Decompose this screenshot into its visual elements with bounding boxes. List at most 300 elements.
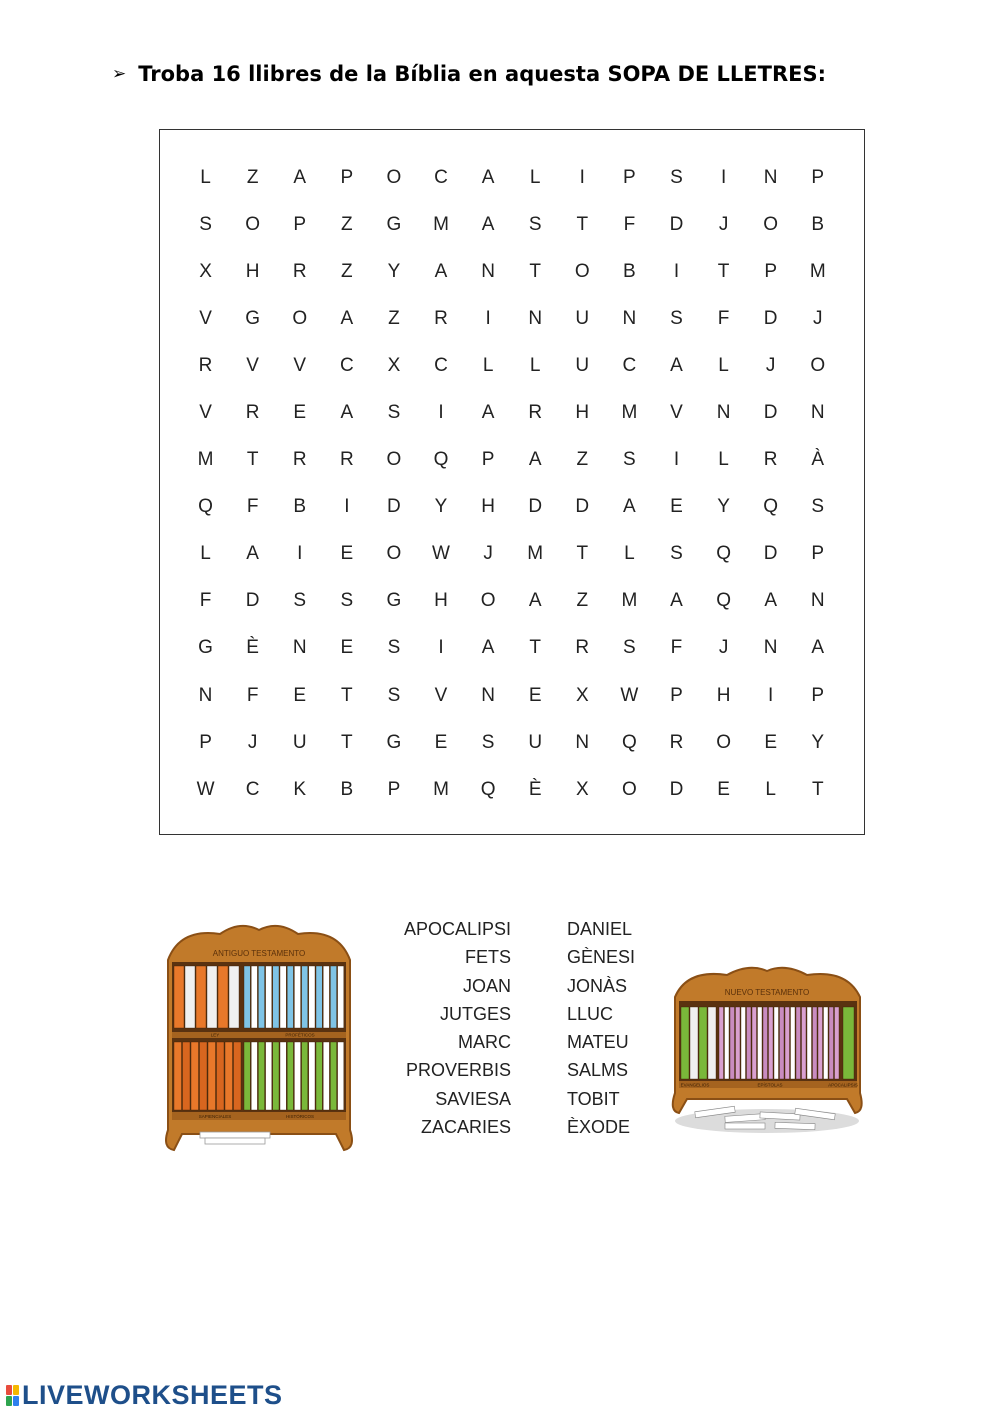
- word-list-item: ÈXODE: [567, 1117, 631, 1138]
- new-testament-bookcase-illustration: [665, 963, 870, 1141]
- grid-letter-cell[interactable]: U: [292, 731, 307, 753]
- grid-letter-cell[interactable]: I: [673, 260, 680, 282]
- grid-letter-cell[interactable]: A: [481, 213, 495, 235]
- grid-letter-cell[interactable]: L: [200, 166, 211, 188]
- grid-letter-cell[interactable]: R: [528, 402, 543, 424]
- grid-letter-cell[interactable]: S: [199, 213, 212, 235]
- grid-letter-cell[interactable]: M: [809, 260, 826, 282]
- grid-letter-cell[interactable]: D: [763, 307, 778, 329]
- grid-letter-cell[interactable]: Z: [246, 166, 259, 188]
- word-list-item: SALMS: [567, 1060, 629, 1081]
- grid-letter-cell[interactable]: N: [810, 402, 825, 424]
- grid-letter-cell[interactable]: N: [481, 260, 495, 282]
- word-list-left: [404, 915, 511, 1141]
- grid-letter-cell[interactable]: J: [765, 354, 776, 376]
- grid-letter-cell[interactable]: V: [434, 684, 448, 706]
- grid-letter-cell[interactable]: F: [246, 496, 259, 518]
- grid-letter-cell[interactable]: O: [386, 449, 402, 471]
- book-spine: [791, 1007, 796, 1079]
- word-list-item: LLUC: [567, 1003, 614, 1024]
- grid-letter-cell[interactable]: N: [292, 637, 307, 659]
- grid-letter-cell[interactable]: W: [196, 778, 215, 800]
- grid-letter-cell[interactable]: C: [434, 166, 448, 188]
- word-search-grid[interactable]: [182, 154, 841, 813]
- grid-letter-cell[interactable]: S: [528, 213, 542, 235]
- grid-letter-cell[interactable]: Y: [387, 260, 401, 282]
- word-list-item: JUTGES: [439, 1003, 511, 1024]
- grid-letter-cell[interactable]: C: [434, 354, 448, 376]
- grid-letter-cell[interactable]: J: [718, 637, 729, 659]
- grid-letter-cell[interactable]: O: [574, 260, 590, 282]
- grid-letter-cell[interactable]: O: [622, 778, 637, 800]
- grid-letter-cell[interactable]: A: [340, 307, 354, 329]
- grid-letter-cell[interactable]: D: [528, 496, 543, 518]
- grid-letter-cell[interactable]: B: [293, 496, 307, 518]
- grid-letter-cell[interactable]: S: [340, 590, 354, 612]
- grid-letter-cell[interactable]: N: [622, 307, 637, 329]
- grid-letter-cell[interactable]: E: [434, 731, 448, 753]
- grid-letter-cell[interactable]: M: [433, 213, 449, 235]
- book-spine: [244, 966, 250, 1028]
- section-label: EVANGELIOS: [680, 1082, 710, 1088]
- grid-letter-cell[interactable]: U: [528, 731, 543, 753]
- book-spine: [287, 1042, 293, 1110]
- grid-letter-cell[interactable]: T: [341, 731, 353, 753]
- grid-letter-cell[interactable]: D: [669, 213, 684, 235]
- book-spine: [280, 966, 286, 1028]
- grid-letter-cell[interactable]: Q: [433, 449, 449, 471]
- book-spine: [843, 1007, 854, 1079]
- grid-letter-cell[interactable]: P: [811, 166, 825, 188]
- grid-letter-cell[interactable]: W: [432, 543, 450, 565]
- grid-letter-cell[interactable]: I: [438, 637, 444, 659]
- word-list-item: APOCALIPSI: [403, 919, 511, 939]
- grid-letter-cell[interactable]: B: [340, 778, 354, 800]
- grid-letter-cell[interactable]: V: [293, 354, 307, 376]
- book-spine: [207, 966, 217, 1028]
- grid-letter-cell[interactable]: A: [528, 449, 542, 471]
- book-spine: [251, 1042, 257, 1110]
- grid-letter-cell[interactable]: L: [200, 543, 211, 565]
- book-spine: [217, 1042, 225, 1110]
- book-spine: [273, 1042, 279, 1110]
- grid-letter-cell[interactable]: Z: [576, 449, 589, 471]
- grid-letter-cell[interactable]: W: [620, 684, 639, 706]
- book-spine: [802, 1007, 807, 1079]
- grid-letter-cell[interactable]: I: [485, 307, 491, 329]
- grid-letter-cell[interactable]: M: [621, 590, 638, 612]
- book-spine: [785, 1007, 790, 1079]
- grid-letter-cell[interactable]: P: [811, 684, 825, 706]
- grid-letter-cell[interactable]: X: [575, 778, 589, 800]
- book-spine: [234, 1042, 242, 1110]
- grid-letter-cell[interactable]: Q: [622, 731, 637, 753]
- section-label: HISTÓRICOS: [285, 1114, 315, 1119]
- liveworksheets-logo: [6, 1380, 283, 1411]
- grid-letter-cell[interactable]: K: [293, 778, 307, 800]
- book-spine: [302, 1042, 308, 1110]
- grid-letter-cell[interactable]: F: [670, 637, 683, 659]
- grid-letter-cell[interactable]: M: [527, 543, 544, 565]
- book-spine: [763, 1007, 768, 1079]
- grid-letter-cell[interactable]: F: [199, 590, 212, 612]
- grid-letter-cell[interactable]: N: [481, 684, 495, 706]
- word-list-item: TOBIT: [567, 1088, 620, 1109]
- grid-letter-cell[interactable]: A: [670, 354, 683, 376]
- word-list-item: JOAN: [462, 975, 511, 996]
- grid-letter-cell[interactable]: H: [245, 260, 260, 282]
- grid-letter-cell[interactable]: P: [340, 166, 354, 188]
- grid-letter-cell[interactable]: P: [199, 731, 212, 753]
- word-list-item: ZACARIES: [420, 1117, 511, 1138]
- grid-letter-cell[interactable]: L: [529, 166, 541, 188]
- grid-letter-cell[interactable]: D: [387, 496, 401, 518]
- grid-letter-cell[interactable]: I: [579, 166, 585, 188]
- book-spine: [294, 966, 300, 1028]
- book-spine: [780, 1007, 785, 1079]
- book-spine: [229, 966, 239, 1028]
- grid-letter-cell[interactable]: P: [293, 213, 307, 235]
- grid-letter-cell[interactable]: T: [529, 260, 541, 282]
- grid-letter-cell[interactable]: Y: [434, 496, 448, 518]
- grid-letter-cell[interactable]: S: [623, 449, 636, 471]
- grid-letter-cell[interactable]: S: [293, 590, 307, 612]
- grid-letter-cell[interactable]: E: [293, 402, 307, 424]
- book-spine: [183, 1042, 191, 1110]
- grid-letter-cell[interactable]: M: [621, 402, 638, 424]
- book-spine: [774, 1007, 779, 1079]
- grid-letter-cell[interactable]: O: [386, 166, 402, 188]
- grid-letter-cell[interactable]: A: [764, 590, 778, 612]
- grid-letter-cell[interactable]: H: [481, 496, 495, 518]
- grid-letter-cell[interactable]: R: [339, 449, 354, 471]
- grid-letter-cell[interactable]: S: [387, 402, 401, 424]
- grid-letter-cell[interactable]: M: [197, 449, 214, 471]
- grid-letter-cell[interactable]: N: [198, 684, 213, 706]
- grid-letter-cell[interactable]: J: [483, 543, 493, 565]
- grid-letter-cell[interactable]: Y: [717, 496, 730, 518]
- grid-letter-cell[interactable]: R: [198, 354, 213, 376]
- grid-letter-cell[interactable]: Y: [811, 731, 825, 753]
- word-list-item: GÈNESI: [567, 947, 636, 968]
- grid-letter-cell[interactable]: S: [623, 637, 636, 659]
- book-spine: [309, 1042, 315, 1110]
- grid-letter-cell[interactable]: L: [482, 354, 494, 376]
- book-spine: [818, 1007, 823, 1079]
- grid-letter-cell[interactable]: S: [387, 637, 401, 659]
- grid-letter-cell[interactable]: U: [575, 354, 590, 376]
- word-list-item: MATEU: [567, 1032, 629, 1053]
- book-spine: [191, 1042, 199, 1110]
- book-spine: [730, 1007, 735, 1079]
- grid-letter-cell[interactable]: G: [198, 637, 213, 659]
- grid-letter-cell[interactable]: O: [810, 354, 826, 376]
- book-spine: [796, 1007, 801, 1079]
- book-spine: [752, 1007, 757, 1079]
- book-spine: [294, 1042, 300, 1110]
- grid-letter-cell[interactable]: T: [717, 260, 730, 282]
- grid-letter-cell[interactable]: T: [341, 684, 353, 706]
- book-spine: [266, 1042, 272, 1110]
- book-spine: [258, 966, 264, 1028]
- grid-letter-cell[interactable]: T: [811, 778, 824, 800]
- book-lying: [725, 1123, 765, 1129]
- book-spine: [185, 966, 195, 1028]
- book-spine: [719, 1007, 724, 1079]
- grid-letter-cell[interactable]: N: [575, 731, 590, 753]
- book-spine: [309, 966, 315, 1028]
- grid-letter-cell[interactable]: R: [292, 449, 307, 471]
- grid-letter-cell[interactable]: V: [670, 402, 683, 424]
- grid-letter-cell[interactable]: L: [718, 449, 729, 471]
- grid-letter-cell[interactable]: O: [480, 590, 496, 612]
- grid-letter-cell[interactable]: I: [720, 166, 727, 188]
- grid-letter-cell[interactable]: P: [764, 260, 778, 282]
- grid-letter-cell[interactable]: S: [387, 684, 401, 706]
- grid-letter-cell[interactable]: È: [528, 778, 542, 800]
- book-spine: [330, 1042, 336, 1110]
- instruction-heading: [112, 62, 826, 86]
- grid-letter-cell[interactable]: T: [576, 213, 589, 235]
- book-spine: [690, 1007, 698, 1079]
- book-spine: [769, 1007, 774, 1079]
- grid-letter-cell[interactable]: G: [386, 731, 402, 753]
- grid-letter-cell[interactable]: H: [575, 402, 590, 424]
- grid-letter-cell[interactable]: R: [669, 731, 684, 753]
- grid-letter-cell[interactable]: M: [433, 778, 449, 800]
- word-list-item: PROVERBIS: [405, 1060, 511, 1081]
- book-spine: [218, 966, 228, 1028]
- grid-letter-cell[interactable]: E: [340, 543, 354, 565]
- grid-letter-cell[interactable]: F: [623, 213, 636, 235]
- old-testament-header: ANTIGUO TESTAMENTO: [212, 949, 306, 958]
- book-spine: [807, 1007, 812, 1079]
- grid-letter-cell[interactable]: R: [434, 307, 448, 329]
- book-spine: [316, 1042, 322, 1110]
- book-spine: [741, 1007, 746, 1079]
- grid-letter-cell[interactable]: R: [763, 449, 778, 471]
- old-testament-bookcase-illustration: [160, 920, 358, 1152]
- grid-letter-cell[interactable]: V: [199, 307, 212, 329]
- book-spine: [208, 1042, 216, 1110]
- grid-letter-cell[interactable]: A: [481, 166, 495, 188]
- grid-letter-cell[interactable]: E: [340, 637, 354, 659]
- grid-letter-cell[interactable]: S: [670, 166, 683, 188]
- grid-letter-cell[interactable]: R: [245, 402, 260, 424]
- grid-letter-cell[interactable]: P: [481, 449, 495, 471]
- grid-letter-cell[interactable]: Z: [576, 590, 589, 612]
- grid-letter-cell[interactable]: A: [623, 496, 636, 518]
- grid-letter-cell[interactable]: X: [575, 684, 589, 706]
- grid-letter-cell[interactable]: O: [386, 543, 402, 565]
- grid-letter-cell[interactable]: Z: [341, 260, 353, 282]
- grid-letter-cell[interactable]: X: [199, 260, 212, 282]
- grid-letter-cell[interactable]: L: [718, 354, 729, 376]
- grid-letter-cell[interactable]: S: [481, 731, 495, 753]
- grid-letter-cell[interactable]: È: [246, 637, 259, 659]
- grid-letter-cell[interactable]: J: [718, 213, 729, 235]
- grid-letter-cell[interactable]: A: [811, 637, 825, 659]
- grid-letter-cell[interactable]: U: [575, 307, 590, 329]
- section-label: EPÍSTOLAS: [757, 1082, 783, 1088]
- grid-letter-cell[interactable]: C: [245, 778, 260, 800]
- grid-letter-cell[interactable]: D: [669, 778, 684, 800]
- grid-letter-cell[interactable]: X: [387, 354, 401, 376]
- book-spine: [287, 966, 293, 1028]
- book-spine: [338, 1042, 344, 1110]
- grid-letter-cell[interactable]: I: [673, 449, 680, 471]
- grid-letter-cell[interactable]: C: [339, 354, 354, 376]
- logo-mark-icon: [6, 1385, 19, 1406]
- grid-letter-cell[interactable]: T: [246, 449, 259, 471]
- grid-letter-cell[interactable]: Q: [763, 496, 779, 518]
- book-spine: [813, 1007, 818, 1079]
- grid-letter-cell[interactable]: T: [529, 637, 541, 659]
- book-spine: [196, 966, 206, 1028]
- grid-letter-cell[interactable]: G: [386, 213, 402, 235]
- grid-letter-cell[interactable]: A: [434, 260, 448, 282]
- instruction-text: Troba 16 llibres de la Bíblia en aquesta SOPA DE LLETRES:: [138, 62, 826, 86]
- section-label: APOCALIPSIS: [828, 1082, 858, 1088]
- grid-letter-cell[interactable]: E: [528, 684, 542, 706]
- section-label: LEY: [210, 1032, 220, 1038]
- book-spine: [323, 966, 329, 1028]
- book-spine: [316, 966, 322, 1028]
- grid-letter-cell[interactable]: Z: [341, 213, 353, 235]
- book-spine: [174, 966, 184, 1028]
- grid-letter-cell[interactable]: V: [199, 402, 212, 424]
- grid-letter-cell[interactable]: G: [245, 307, 261, 329]
- grid-letter-cell[interactable]: E: [717, 778, 730, 800]
- book-spine: [699, 1007, 707, 1079]
- book-spine: [251, 966, 257, 1028]
- grid-letter-cell[interactable]: A: [481, 402, 495, 424]
- grid-letter-cell[interactable]: L: [765, 778, 776, 800]
- word-list-item: JONÀS: [567, 975, 628, 996]
- book-spine: [708, 1007, 716, 1079]
- grid-letter-cell[interactable]: D: [763, 543, 778, 565]
- grid-letter-cell[interactable]: V: [246, 354, 259, 376]
- grid-letter-cell[interactable]: Z: [388, 307, 400, 329]
- grid-letter-cell[interactable]: E: [293, 684, 307, 706]
- book-lying: [775, 1122, 815, 1129]
- grid-letter-cell[interactable]: Q: [716, 590, 731, 612]
- grid-letter-cell[interactable]: I: [297, 543, 303, 565]
- book-spine: [273, 966, 279, 1028]
- book-spine: [323, 1042, 329, 1110]
- grid-letter-cell[interactable]: F: [717, 307, 730, 329]
- book-spine: [824, 1007, 829, 1079]
- book-spine: [266, 966, 272, 1028]
- grid-letter-cell[interactable]: I: [438, 402, 444, 424]
- book-spine: [302, 966, 308, 1028]
- grid-letter-cell[interactable]: D: [245, 590, 260, 612]
- grid-letter-cell[interactable]: A: [246, 543, 259, 565]
- grid-letter-cell[interactable]: H: [716, 684, 731, 706]
- grid-letter-cell[interactable]: N: [528, 307, 543, 329]
- grid-letter-cell[interactable]: R: [292, 260, 307, 282]
- book-spine: [330, 966, 336, 1028]
- grid-letter-cell[interactable]: N: [716, 402, 731, 424]
- grid-letter-cell[interactable]: I: [344, 496, 350, 518]
- grid-letter-cell[interactable]: Q: [480, 778, 496, 800]
- arrow-bullet-icon: ➢: [112, 64, 127, 84]
- grid-letter-cell[interactable]: P: [670, 684, 683, 706]
- book-spine: [736, 1007, 741, 1079]
- grid-letter-cell[interactable]: B: [623, 260, 636, 282]
- grid-letter-cell[interactable]: G: [386, 590, 402, 612]
- book-spine: [200, 1042, 208, 1110]
- grid-letter-cell[interactable]: A: [528, 590, 542, 612]
- grid-letter-cell[interactable]: A: [340, 402, 354, 424]
- word-list-item: FETS: [464, 947, 511, 968]
- grid-letter-cell[interactable]: A: [670, 590, 683, 612]
- grid-letter-cell[interactable]: L: [624, 543, 635, 565]
- book-spine: [725, 1007, 730, 1079]
- grid-letter-cell[interactable]: J: [247, 731, 258, 753]
- book-spine: [747, 1007, 752, 1079]
- grid-letter-cell[interactable]: O: [292, 307, 308, 329]
- grid-letter-cell[interactable]: H: [434, 590, 448, 612]
- book-spine: [280, 1042, 286, 1110]
- grid-letter-cell[interactable]: S: [811, 496, 825, 518]
- grid-letter-cell[interactable]: J: [813, 307, 823, 329]
- word-list-item: SAVIESA: [435, 1088, 511, 1109]
- grid-letter-cell[interactable]: R: [575, 637, 590, 659]
- book-spine: [225, 1042, 233, 1110]
- grid-letter-cell[interactable]: N: [810, 590, 825, 612]
- grid-letter-cell[interactable]: I: [768, 684, 774, 706]
- grid-letter-cell[interactable]: À: [811, 449, 825, 471]
- section-label: PROFÉTICOS: [285, 1032, 315, 1038]
- grid-letter-cell[interactable]: B: [811, 213, 825, 235]
- book-spine: [835, 1007, 840, 1079]
- grid-letter-cell[interactable]: N: [763, 166, 778, 188]
- grid-letter-cell[interactable]: O: [245, 213, 261, 235]
- book-spine: [258, 1042, 264, 1110]
- book-spine: [338, 966, 344, 1028]
- grid-letter-cell[interactable]: D: [763, 402, 778, 424]
- grid-letter-cell[interactable]: O: [716, 731, 731, 753]
- book-spine: [244, 1042, 250, 1110]
- grid-letter-cell[interactable]: F: [246, 684, 259, 706]
- grid-letter-cell[interactable]: Q: [716, 543, 731, 565]
- grid-letter-cell[interactable]: E: [670, 496, 683, 518]
- book-spine: [829, 1007, 834, 1079]
- grid-letter-cell[interactable]: Q: [198, 496, 213, 518]
- word-list-item: DANIEL: [567, 919, 633, 939]
- word-list-item: MARC: [458, 1032, 511, 1053]
- book-spine: [174, 1042, 182, 1110]
- grid-letter-cell[interactable]: L: [529, 354, 541, 376]
- grid-letter-cell[interactable]: P: [623, 166, 636, 188]
- grid-letter-cell[interactable]: S: [670, 307, 683, 329]
- grid-letter-cell[interactable]: C: [622, 354, 637, 376]
- grid-letter-cell[interactable]: P: [387, 778, 401, 800]
- grid-letter-cell[interactable]: A: [293, 166, 307, 188]
- grid-letter-cell[interactable]: P: [811, 543, 825, 565]
- grid-letter-cell[interactable]: T: [576, 543, 589, 565]
- grid-letter-cell[interactable]: D: [575, 496, 590, 518]
- grid-letter-cell[interactable]: O: [763, 213, 779, 235]
- grid-letter-cell[interactable]: S: [670, 543, 683, 565]
- section-label: SAPIENCIALES: [198, 1114, 232, 1119]
- grid-letter-cell[interactable]: N: [763, 637, 778, 659]
- book-spine: [681, 1007, 689, 1079]
- grid-letter-cell[interactable]: E: [764, 731, 778, 753]
- grid-letter-cell[interactable]: A: [481, 637, 495, 659]
- word-list-right: [567, 915, 635, 1141]
